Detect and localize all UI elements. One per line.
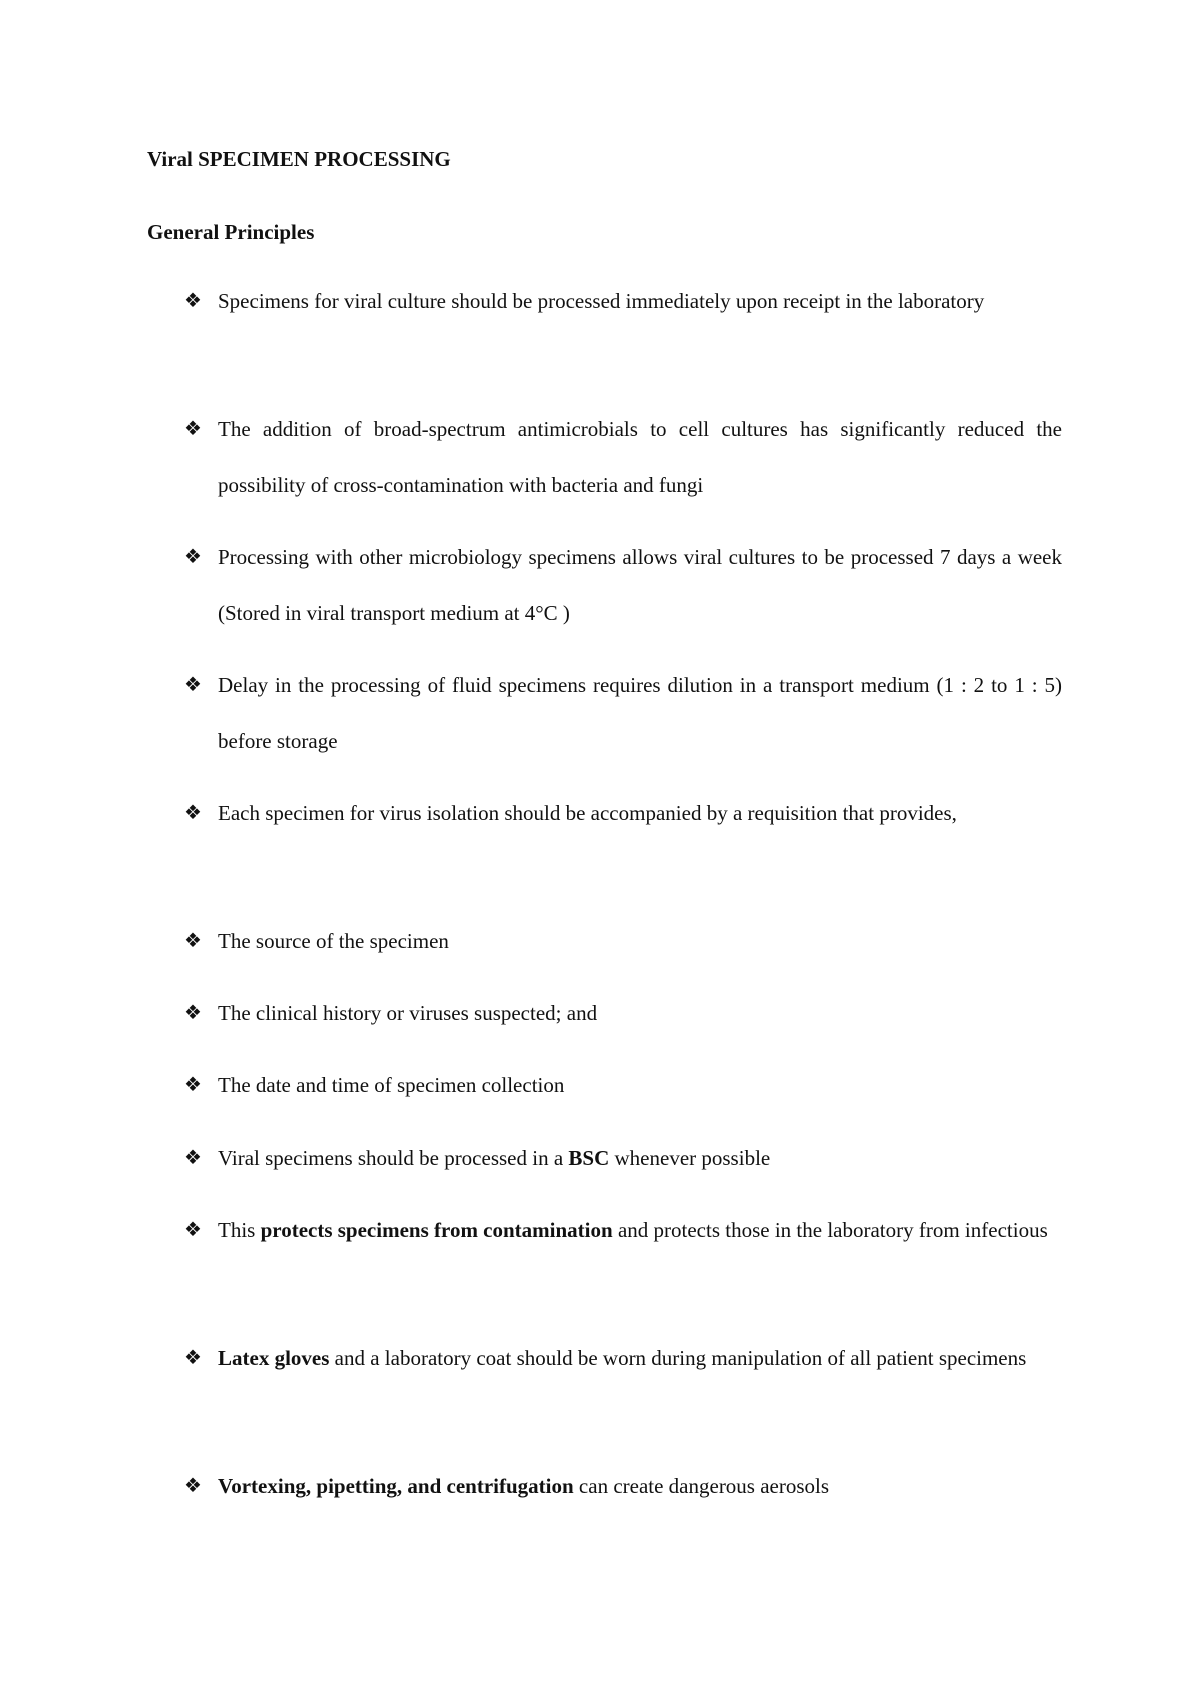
- list-item: [184, 401, 1062, 513]
- text-run: whenever possible: [609, 1146, 771, 1170]
- text-run: can create dangerous aerosols: [573, 1474, 830, 1498]
- diamond-bullet-icon: ❖: [184, 546, 202, 568]
- list-item: [184, 529, 1062, 641]
- bullet-text: [218, 273, 1062, 329]
- text-run: Specimens for viral culture should be processed immediately upon receipt in the laboratory: [218, 289, 985, 313]
- text-run: Each specimen for virus isolation should be accompanied by a requisition that provides,: [218, 801, 957, 825]
- bullet-text: [218, 1458, 1062, 1514]
- diamond-bullet-icon: ❖: [184, 290, 202, 312]
- text-run: Processing with other microbiology specimens allows viral cultures to be processed 7 days a week (Stored in viral transport medium at 4°C ): [218, 545, 1062, 625]
- list-item: [184, 273, 1062, 329]
- list-item: [184, 1057, 1062, 1113]
- diamond-bullet-icon: ❖: [184, 1074, 202, 1096]
- text-run: The clinical history or viruses suspected; and: [218, 1001, 598, 1025]
- list-item: [184, 1330, 1062, 1386]
- bullet-text: [218, 1057, 1062, 1113]
- diamond-bullet-icon: ❖: [184, 674, 202, 696]
- list-item: [184, 1130, 1062, 1186]
- diamond-bullet-icon: ❖: [184, 1219, 202, 1241]
- document-title: Viral SPECIMEN PROCESSING: [147, 147, 451, 171]
- bullet-text: [218, 985, 1062, 1041]
- bullet-text: [218, 1130, 1062, 1186]
- section-heading: General Principles: [147, 220, 315, 244]
- bullet-text: [218, 1330, 1062, 1386]
- text-run: and a laboratory coat should be worn during manipulation of all patient specimens: [329, 1346, 1027, 1370]
- bullet-text: [218, 657, 1062, 769]
- list-item: [184, 657, 1062, 769]
- text-run: The date and time of specimen collection: [218, 1073, 565, 1097]
- diamond-bullet-icon: ❖: [184, 1475, 202, 1497]
- list-item: [184, 1458, 1062, 1514]
- text-run: The addition of broad-spectrum antimicrobials to cell cultures has significantly reduced the possibility of cross-contamination with bacteria and fungi: [218, 417, 1062, 497]
- list-item: [184, 1202, 1062, 1258]
- text-run: This: [218, 1218, 261, 1242]
- bullet-text: [218, 913, 1062, 969]
- list-item: [184, 913, 1062, 969]
- diamond-bullet-icon: ❖: [184, 930, 202, 952]
- diamond-bullet-icon: ❖: [184, 1002, 202, 1024]
- text-run: Viral specimens should be processed in a: [218, 1146, 569, 1170]
- text-run: and protects those in the laboratory from infectious: [612, 1218, 1048, 1242]
- diamond-bullet-icon: ❖: [184, 418, 202, 440]
- text-run: Delay in the processing of fluid specimens requires dilution in a transport medium (1 : 2 to 1 : 5) before storage: [218, 673, 1062, 753]
- diamond-bullet-icon: ❖: [184, 1147, 202, 1169]
- bold-text-run: Vortexing, pipetting, and centrifugation: [218, 1474, 574, 1498]
- list-item: [184, 785, 1062, 841]
- diamond-bullet-icon: ❖: [184, 1347, 202, 1369]
- diamond-bullet-icon: ❖: [184, 802, 202, 824]
- bold-text-run: Latex gloves: [218, 1346, 330, 1370]
- bullet-text: [218, 529, 1062, 641]
- bullet-text: [218, 1202, 1062, 1258]
- bullet-text: [218, 785, 1062, 841]
- list-item: [184, 985, 1062, 1041]
- bullet-text: [218, 401, 1062, 513]
- text-run: The source of the specimen: [218, 929, 449, 953]
- bold-text-run: BSC: [568, 1146, 610, 1170]
- bold-text-run: protects specimens from contamination: [260, 1218, 613, 1242]
